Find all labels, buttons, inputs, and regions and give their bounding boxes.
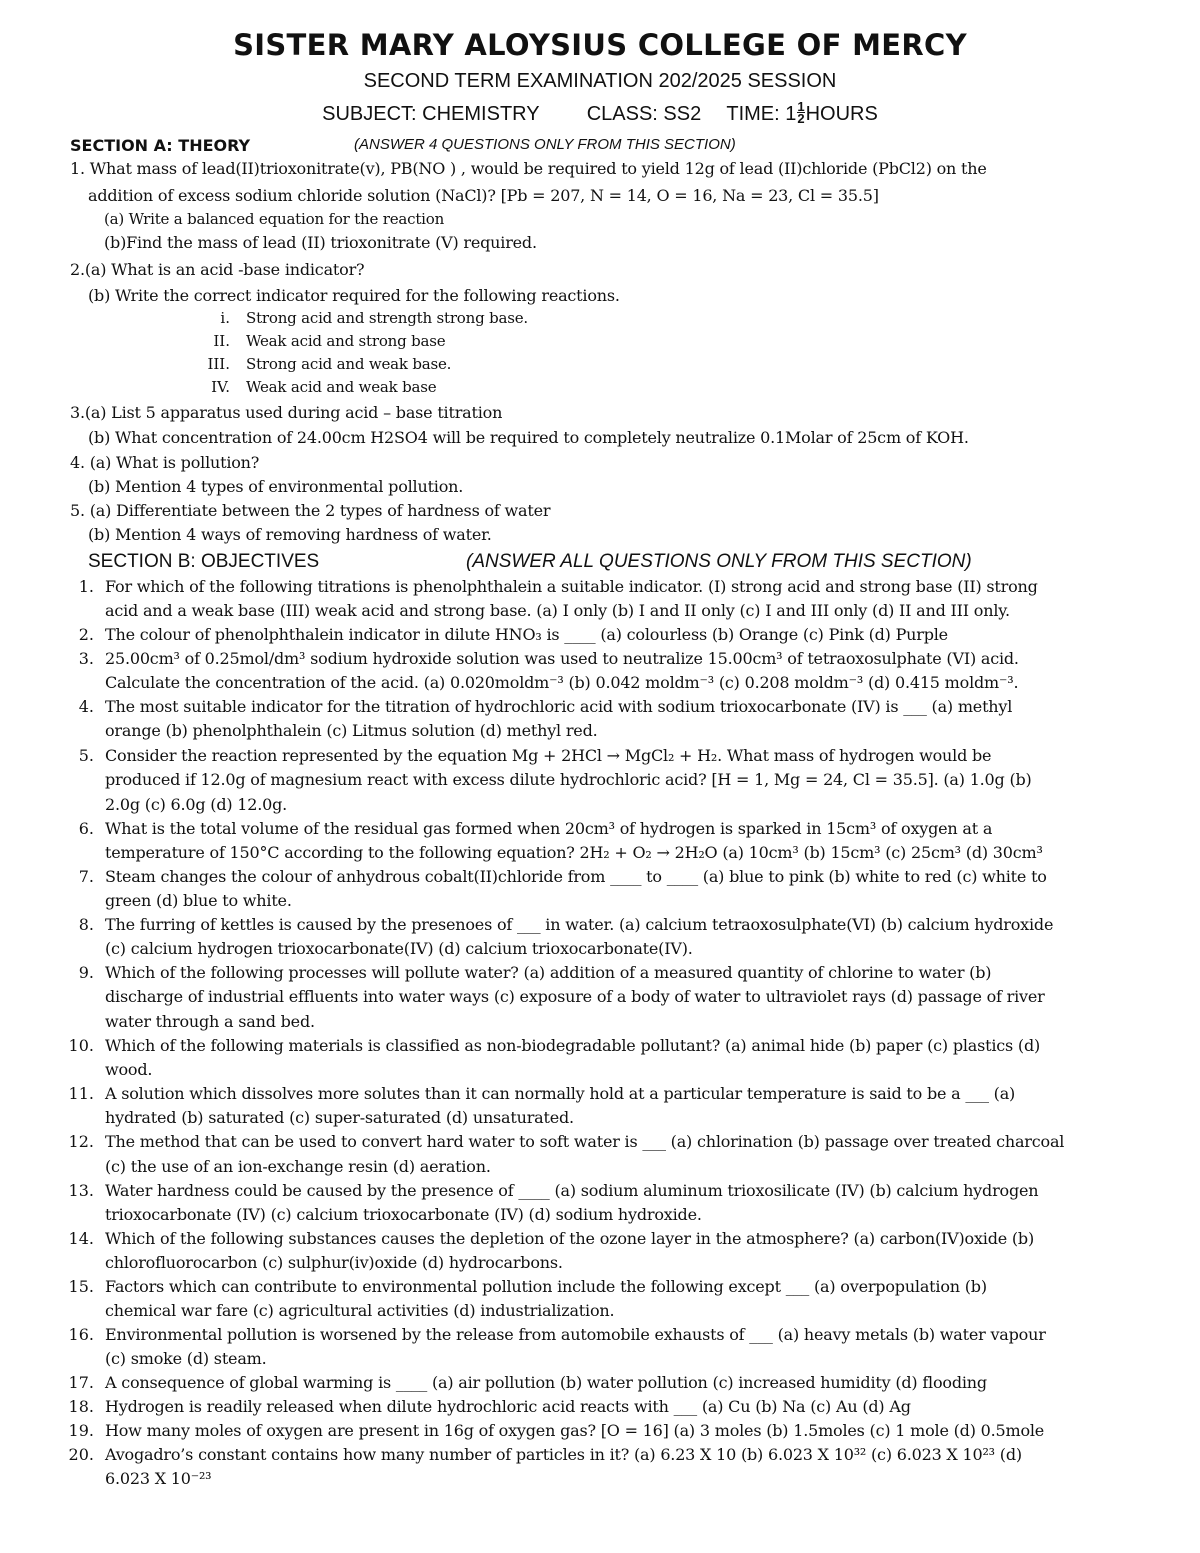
- theory-line: (b) Write the correct indicator required for the following reactions.: [88, 286, 620, 305]
- question-number: 1.: [78, 577, 94, 596]
- objective-line: trioxocarbonate (IV) (c) calcium trioxocarbonate (IV) (d) sodium hydroxide.: [105, 1205, 702, 1224]
- section-a-title: SECTION A: THEORY: [70, 136, 251, 155]
- question-number: 3.: [78, 649, 94, 668]
- question-number: 5.: [78, 746, 94, 765]
- theory-line: addition of excess sodium chloride solution (NaCl)? [Pb = 207, N = 14, O = 16, Na = 23, Cl = 35.5]: [88, 186, 879, 205]
- question-number: 2.: [78, 625, 94, 644]
- theory-line: 5. (a) Differentiate between the 2 types of hardness of water: [70, 501, 551, 520]
- objective-line: How many moles of oxygen are present in 16g of oxygen gas? [O = 16] (a) 3 moles (b) 1.5moles (c) 1 mole (d) 0.5mole: [105, 1421, 1045, 1440]
- objective-line: discharge of industrial effluents into water ways (c) exposure of a body of water to ultraviolet rays (d) passage of river: [105, 987, 1045, 1006]
- objective-line: green (d) blue to white.: [105, 891, 292, 910]
- roman-numeral: II.: [213, 332, 230, 350]
- objective-line: The colour of phenolphthalein indicator in dilute HNO₃ is ____ (a) colourless (b) Orange (c) Pink (d) Purple: [105, 625, 948, 644]
- objective-line: Avogadro’s constant contains how many number of particles in it? (a) 6.23 X 10 (b) 6.023 X 10³² (c) 6.023 X 10²³ (d): [105, 1445, 1022, 1464]
- school-name: SISTER MARY ALOYSIUS COLLEGE OF MERCY: [233, 28, 967, 62]
- objective-line: A consequence of global warming is ____ (a) air pollution (b) water pollution (c) increased humidity (d) flooding: [105, 1373, 987, 1392]
- theory-line: 3.(a) List 5 apparatus used during acid – base titration: [70, 403, 503, 422]
- section-b-title: SECTION B: OBJECTIVES: [88, 551, 320, 572]
- question-number: 13.: [68, 1181, 94, 1200]
- question-number: 11.: [68, 1084, 94, 1103]
- objective-line: Which of the following materials is classified as non-biodegradable pollutant? (a) animal hide (b) paper (c) plastics (d): [105, 1036, 1041, 1055]
- time-label: TIME: 1: [726, 103, 797, 125]
- objective-line: hydrated (b) saturated (c) super-saturated (d) unsaturated.: [105, 1108, 574, 1127]
- question-number: 20.: [68, 1445, 94, 1464]
- objective-line: For which of the following titrations is phenolphthalein a suitable indicator. (I) strong acid and strong base (II) strong: [105, 577, 1038, 596]
- exam-title: SECOND TERM EXAMINATION 202/2025 SESSION: [363, 70, 837, 92]
- objective-line: temperature of 150°C according to the following equation? 2H₂ + O₂ → 2H₂O (a) 10cm³ (b) 15cm³ (c) 25cm³ (d) 30cm³: [105, 843, 1043, 862]
- question-number: 7.: [78, 867, 94, 886]
- roman-numeral: IV.: [211, 378, 230, 396]
- objective-line: Steam changes the colour of anhydrous cobalt(II)chloride from ____ to ____ (a) blue to pink (b) white to red (c) white to: [105, 867, 1047, 886]
- objective-line: (c) the use of an ion-exchange resin (d) aeration.: [105, 1157, 491, 1176]
- objective-line: Consider the reaction represented by the equation Mg + 2HCl → MgCl₂ + H₂. What mass of hydrogen would be: [105, 746, 992, 765]
- objective-line: acid and a weak base (III) weak acid and strong base. (a) I only (b) I and II only (c) I and III only (d) II and III only.: [105, 601, 1010, 620]
- objective-line: (c) smoke (d) steam.: [105, 1349, 267, 1368]
- objective-line: The furring of kettles is caused by the presenoes of ___ in water. (a) calcium tetraoxosulphate(VI) (b) calcium hydroxide: [105, 915, 1054, 934]
- question-number: 4.: [78, 697, 94, 716]
- objective-line: orange (b) phenolphthalein (c) Litmus solution (d) methyl red.: [105, 721, 598, 740]
- question-number: 6.: [78, 819, 94, 838]
- objective-line: 2.0g (c) 6.0g (d) 12.0g.: [105, 795, 288, 814]
- objective-line: Which of the following substances causes the depletion of the ozone layer in the atmosphere? (a) carbon(IV)oxide (b): [105, 1229, 1035, 1248]
- objective-line: A solution which dissolves more solutes than it can normally hold at a particular temperature is said to be a ___ (a): [105, 1084, 1016, 1103]
- theory-line: (b) Mention 4 ways of removing hardness of water.: [88, 525, 492, 544]
- objective-line: Water hardness could be caused by the presence of ____ (a) sodium aluminum trioxosilicate (IV) (b) calcium hydrogen: [105, 1181, 1039, 1200]
- time-fraction: $\frac{1}{2}$: [797, 99, 805, 126]
- roman-item: Strong acid and weak base.: [246, 355, 452, 373]
- objective-line: Calculate the concentration of the acid. (a) 0.020moldm⁻³ (b) 0.042 moldm⁻³ (c) 0.208 moldm⁻³ (d) 0.415 moldm⁻³.: [105, 673, 1019, 692]
- question-number: 15.: [68, 1277, 94, 1296]
- objective-line: Which of the following processes will pollute water? (a) addition of a measured quantity of chlorine to water (b): [105, 963, 992, 982]
- objective-line: wood.: [105, 1060, 153, 1079]
- question-number: 19.: [68, 1421, 94, 1440]
- theory-line: (a) Write a balanced equation for the reaction: [104, 210, 445, 228]
- question-number: 12.: [68, 1132, 94, 1151]
- objective-line: Hydrogen is readily released when dilute hydrochloric acid reacts with ___ (a) Cu (b) Na (c) Au (d) Ag: [105, 1397, 911, 1416]
- objective-line: The most suitable indicator for the titration of hydrochloric acid with sodium trioxocarbonate (IV) is ___ (a) methyl: [105, 697, 1013, 716]
- theory-line: (b) What concentration of 24.00cm H2SO4 will be required to completely neutralize 0.1Molar of 25cm of KOH.: [88, 428, 969, 447]
- question-number: 16.: [68, 1325, 94, 1344]
- objective-line: 25.00cm³ of 0.25mol/dm³ sodium hydroxide solution was used to neutralize 15.00cm³ of tetraoxosulphate (VI) acid.: [105, 649, 1019, 668]
- question-number: 17.: [68, 1373, 94, 1392]
- section-a-instruction: (ANSWER 4 QUESTIONS ONLY FROM THIS SECTION): [354, 136, 736, 153]
- theory-line: 4. (a) What is pollution?: [70, 453, 260, 472]
- objective-line: What is the total volume of the residual gas formed when 20cm³ of hydrogen is sparked in 15cm³ of oxygen at a: [105, 819, 993, 838]
- question-number: 14.: [68, 1229, 94, 1248]
- theory-line: (b)Find the mass of lead (II) trioxonitrate (V) required.: [104, 233, 537, 252]
- objective-line: Factors which can contribute to environmental pollution include the following except ___ (a) overpopulation (b): [105, 1277, 987, 1296]
- exam-details: [0, 101, 1200, 126]
- roman-numeral: i.: [220, 309, 230, 327]
- objective-line: chemical war fare (c) agricultural activities (d) industrialization.: [105, 1301, 615, 1320]
- objective-line: The method that can be used to convert hard water to soft water is ___ (a) chlorination (b) passage over treated charcoal: [105, 1132, 1065, 1151]
- question-number: 18.: [68, 1397, 94, 1416]
- question-number: 8.: [78, 915, 94, 934]
- objective-line: 6.023 X 10⁻²³: [105, 1469, 212, 1488]
- section-b-instruction: (ANSWER ALL QUESTIONS ONLY FROM THIS SECTION): [466, 551, 972, 572]
- objective-line: (c) calcium hydrogen trioxocarbonate(IV) (d) calcium trioxocarbonate(IV).: [105, 939, 693, 958]
- objective-line: produced if 12.0g of magnesium react with excess dilute hydrochloric acid? [H = 1, Mg = 24, Cl = 35.5]. (a) 1.0g (b): [105, 770, 1032, 789]
- roman-item: Strong acid and strength strong base.: [246, 309, 528, 327]
- roman-numeral: III.: [207, 355, 230, 373]
- objective-line: chlorofluorocarbon (c) sulphur(iv)oxide (d) hydrocarbons.: [105, 1253, 563, 1272]
- question-number: 10.: [68, 1036, 94, 1055]
- theory-line: 1. What mass of lead(II)trioxonitrate(v), PB(NO ) , would be required to yield 12g of lead (II)chloride (PbCl2) on the: [70, 159, 987, 178]
- objective-line: Environmental pollution is worsened by the release from automobile exhausts of ___ (a) heavy metals (b) water vapour: [105, 1325, 1046, 1344]
- class-label: CLASS: SS2: [586, 103, 702, 125]
- theory-line: 2.(a) What is an acid -base indicator?: [70, 260, 365, 279]
- question-number: 9.: [78, 963, 94, 982]
- objective-line: water through a sand bed.: [105, 1012, 315, 1031]
- subject-label: SUBJECT: CHEMISTRY: [322, 103, 540, 125]
- time-unit: HOURS: [805, 103, 878, 125]
- roman-item: Weak acid and weak base: [246, 378, 437, 396]
- roman-item: Weak acid and strong base: [246, 332, 446, 350]
- theory-line: (b) Mention 4 types of environmental pollution.: [88, 477, 464, 496]
